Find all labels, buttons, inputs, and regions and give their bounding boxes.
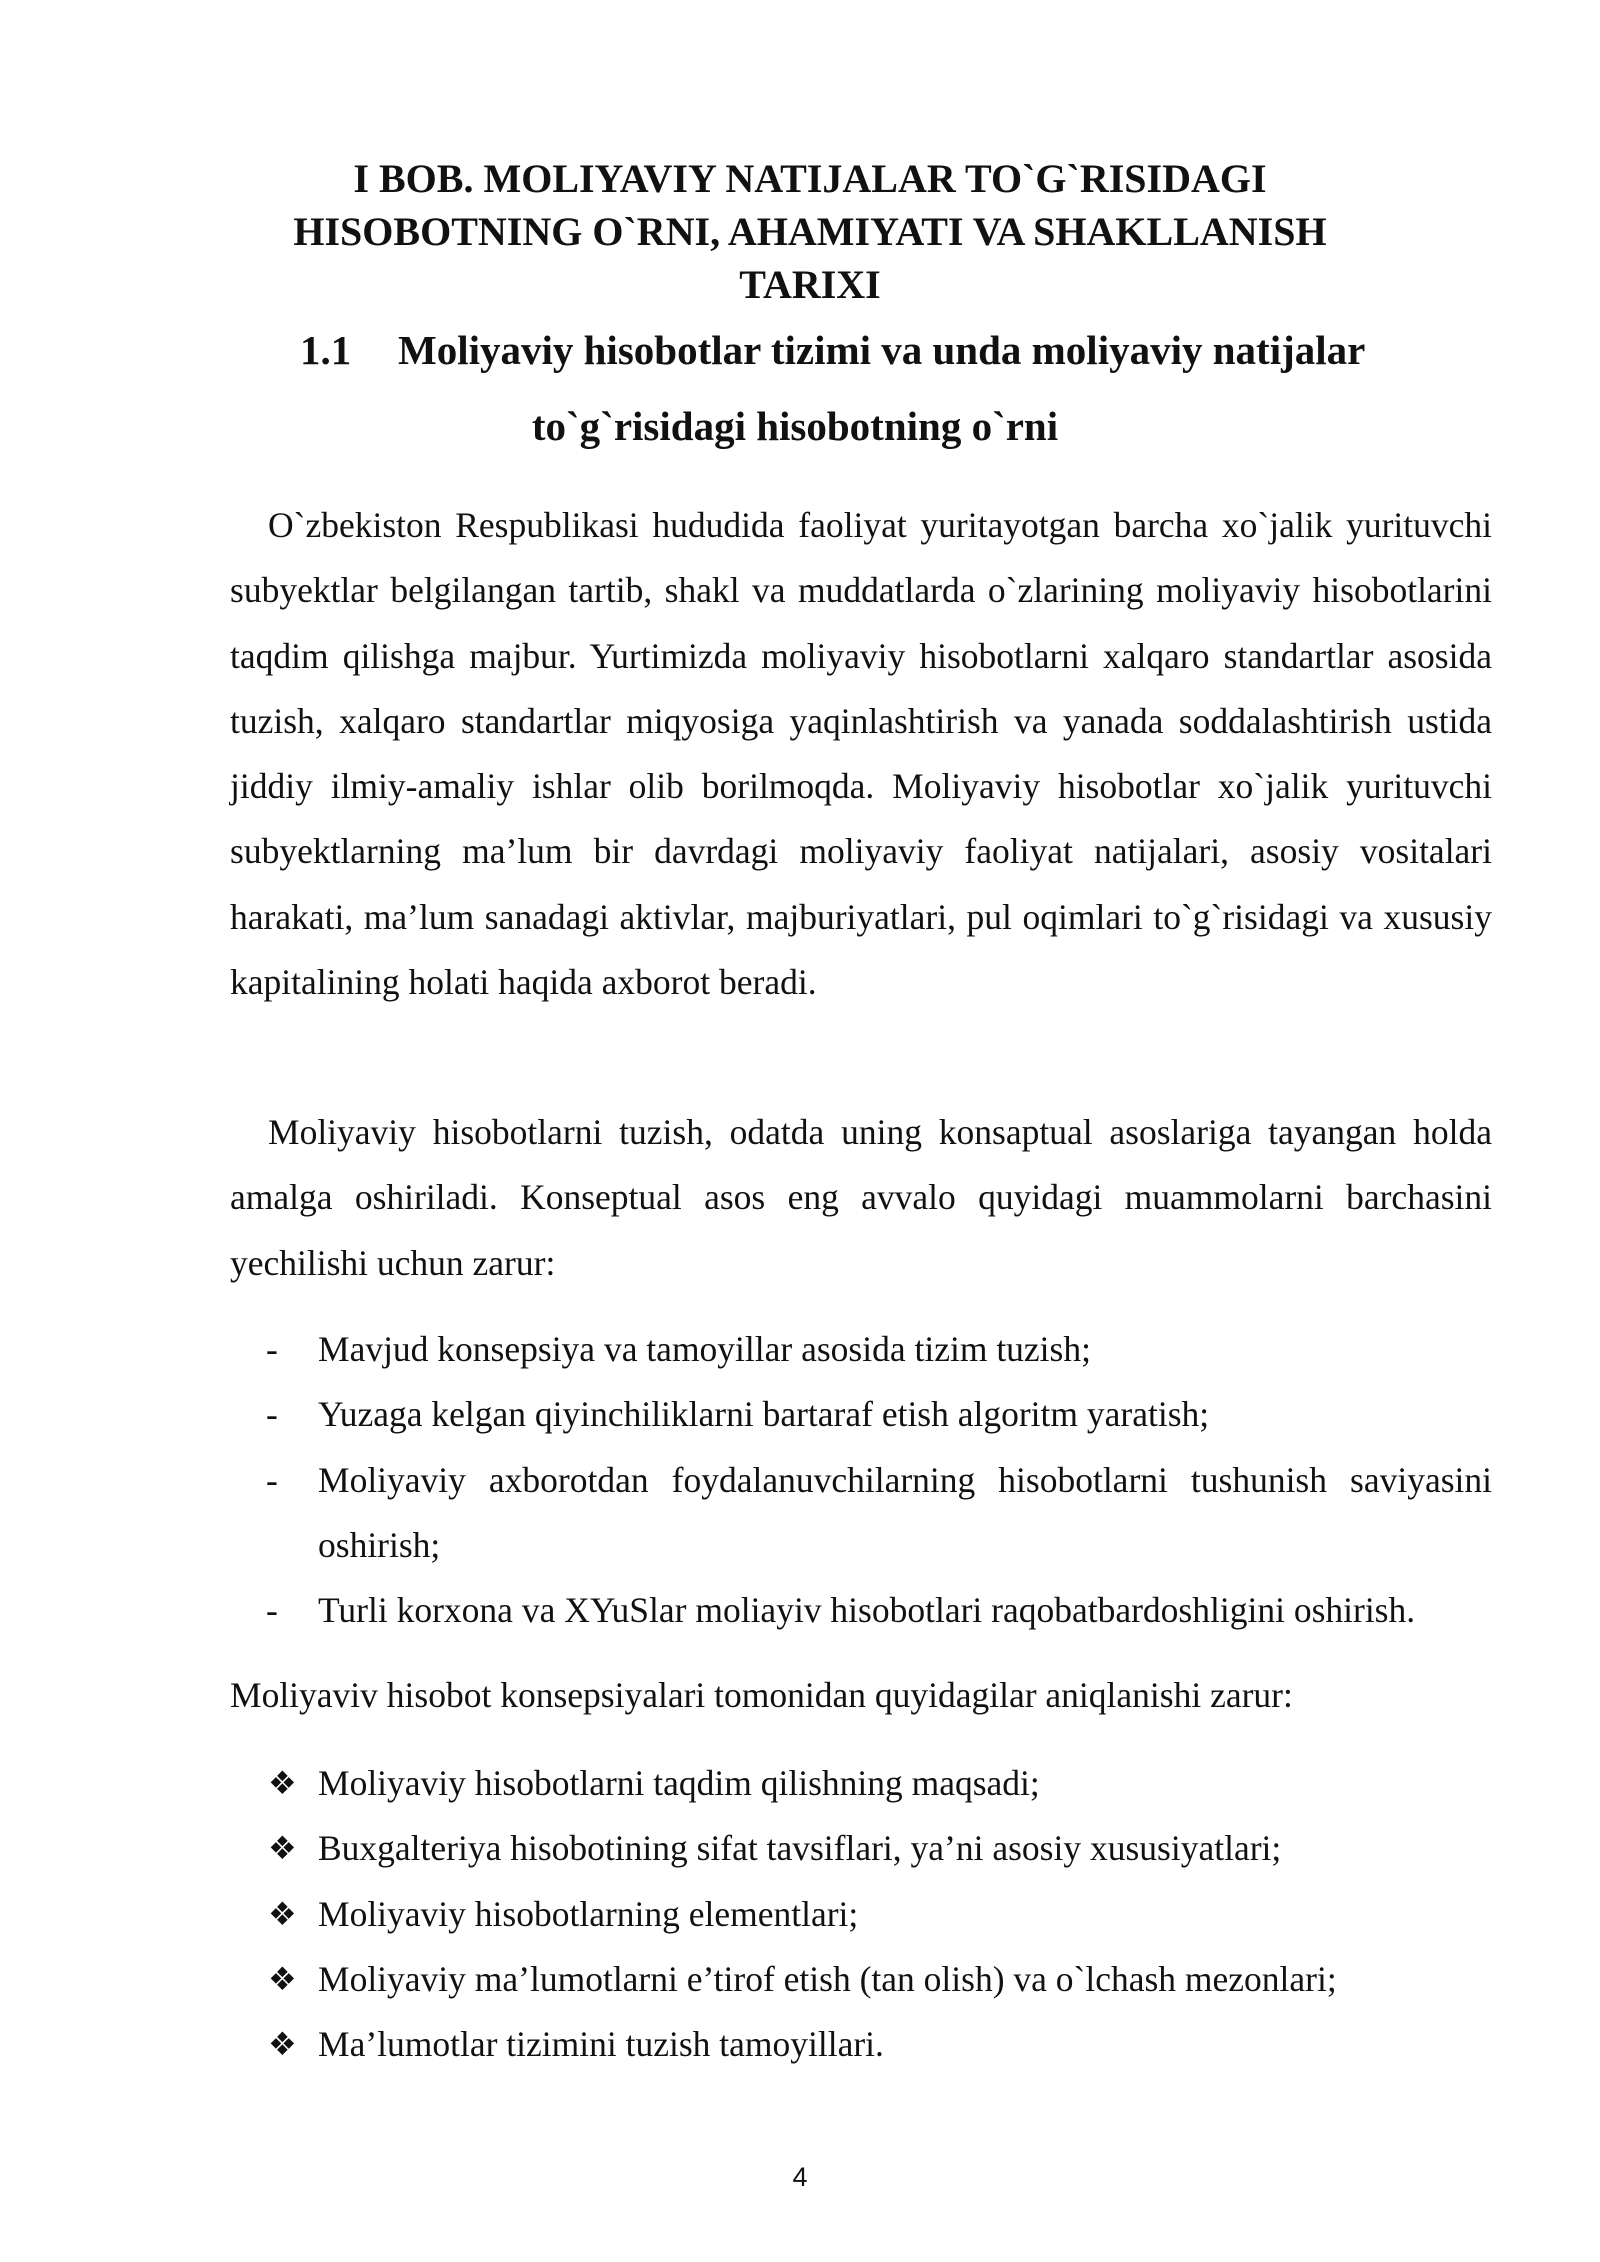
list-item-text: Mavjud konsepsiya va tamoyillar asosida tizim tuzish;: [318, 1329, 1091, 1369]
diamond-bullet-icon: ❖: [268, 1960, 297, 1997]
list-item-text: Moliyaviy hisobotlarning elementlari;: [318, 1893, 859, 1934]
list-item: [230, 1382, 1492, 1447]
list-item-text: Moliyaviy ma’lumotlarni e’tirof etish (tan olish) va o`lchash mezonlari;: [318, 1958, 1337, 1999]
dash-list: [230, 1317, 1492, 1643]
body-paragraph-1: O`zbekiston Respublikasi hududida faoliyat yuritayotgan barcha xo`jalik yurituvchi subyektlar belgilangan tartib, shakl va muddatlarda o`zlarining moliyaviy hisobotlarini taqdim qilishga majbur. Yurtimizda moliyaviy hisobotlarni xalqaro standartlar asosida tuzish, xalqaro standartlar miqyosiga yaqinlashtirish va yanada soddalashtirish ustida jiddiy ilmiy-amaliy ishlar olib borilmoqda. Moliyaviy hisobotlar xo`jalik yurituvchi subyektlarning ma’lum bir davrdagi moliyaviy faoliyat natijalari, asosiy vositalari harakati, ma’lum sanadagi aktivlar, majburiyatlari, pul oqimlari to`g`risidagi va xususiy kapitalining holati haqida axborot beradi.: [230, 505, 1492, 1003]
list-item: [230, 1751, 1492, 1816]
list-item-text: Buxgalteriya hisobotining sifat tavsiflari, ya’ni asosiy xususiyatlari;: [318, 1828, 1282, 1869]
list-item: [230, 1816, 1492, 1881]
dash-marker: -: [266, 1329, 278, 1369]
dash-marker: -: [266, 1459, 278, 1500]
section-number: 1.1: [300, 327, 352, 373]
diamond-list: [230, 1751, 1492, 2077]
body-paragraph-2: Moliyaviy hisobotlarni tuzish, odatda uning konsaptual asoslariga tayangan holda amalga oshiriladi. Konseptual asos eng avvalo quyidagi muammolarni barchasini yechilishi uchun zarur:: [230, 1112, 1492, 1283]
diamond-bullet-icon: ❖: [268, 1830, 297, 1867]
list-item: [230, 1578, 1492, 1643]
list-item-text: Turli korxona va XYuSlar moliayiv hisobotlari raqobatbardoshligini oshirish.: [318, 1590, 1416, 1631]
list-item: [230, 1448, 1492, 1579]
section-title-line1: Moliyaviy hisobotlar tizimi va unda moliyaviy natijalar: [398, 327, 1366, 373]
list-item: [230, 2012, 1492, 2077]
intro-line: Moliyaviv hisobot konsepsiyalari tomonidan quyidagilar aniqlanishi zarur:: [230, 1675, 1293, 1715]
list-item-text: Yuzaga kelgan qiyinchiliklarni bartaraf etish algoritm yaratish;: [318, 1394, 1210, 1435]
dash-marker: -: [266, 1590, 278, 1631]
diamond-bullet-icon: ❖: [268, 1895, 297, 1932]
section-title-line2: to`g`risidagi hisobotning o`rni: [531, 403, 1059, 449]
diamond-bullet-icon: ❖: [268, 2026, 297, 2063]
section-heading-line1: [300, 326, 1365, 374]
list-item: [230, 1882, 1492, 1947]
page-number: 4: [792, 2162, 808, 2192]
diamond-bullet-icon: ❖: [268, 1765, 297, 1801]
list-item-text: Moliyaviy axborotdan foydalanuvchilarning hisobotlarni tushunish saviyasini oshirish;: [318, 1459, 1492, 1565]
list-item: [230, 1947, 1492, 2012]
chapter-title: I BOB. MOLIYAVIY NATIJALAR TO`G`RISIDAGI HISOBOTNING O`RNI, AHAMIYATI VA SHAKLLANISH TARIXI: [293, 156, 1327, 307]
dash-marker: -: [266, 1394, 278, 1435]
list-item: [230, 1317, 1492, 1382]
list-item-text: Ma’lumotlar tizimini tuzish tamoyillari.: [318, 2024, 884, 2065]
list-item-text: Moliyaviy hisobotlarni taqdim qilishning maqsadi;: [318, 1763, 1040, 1803]
